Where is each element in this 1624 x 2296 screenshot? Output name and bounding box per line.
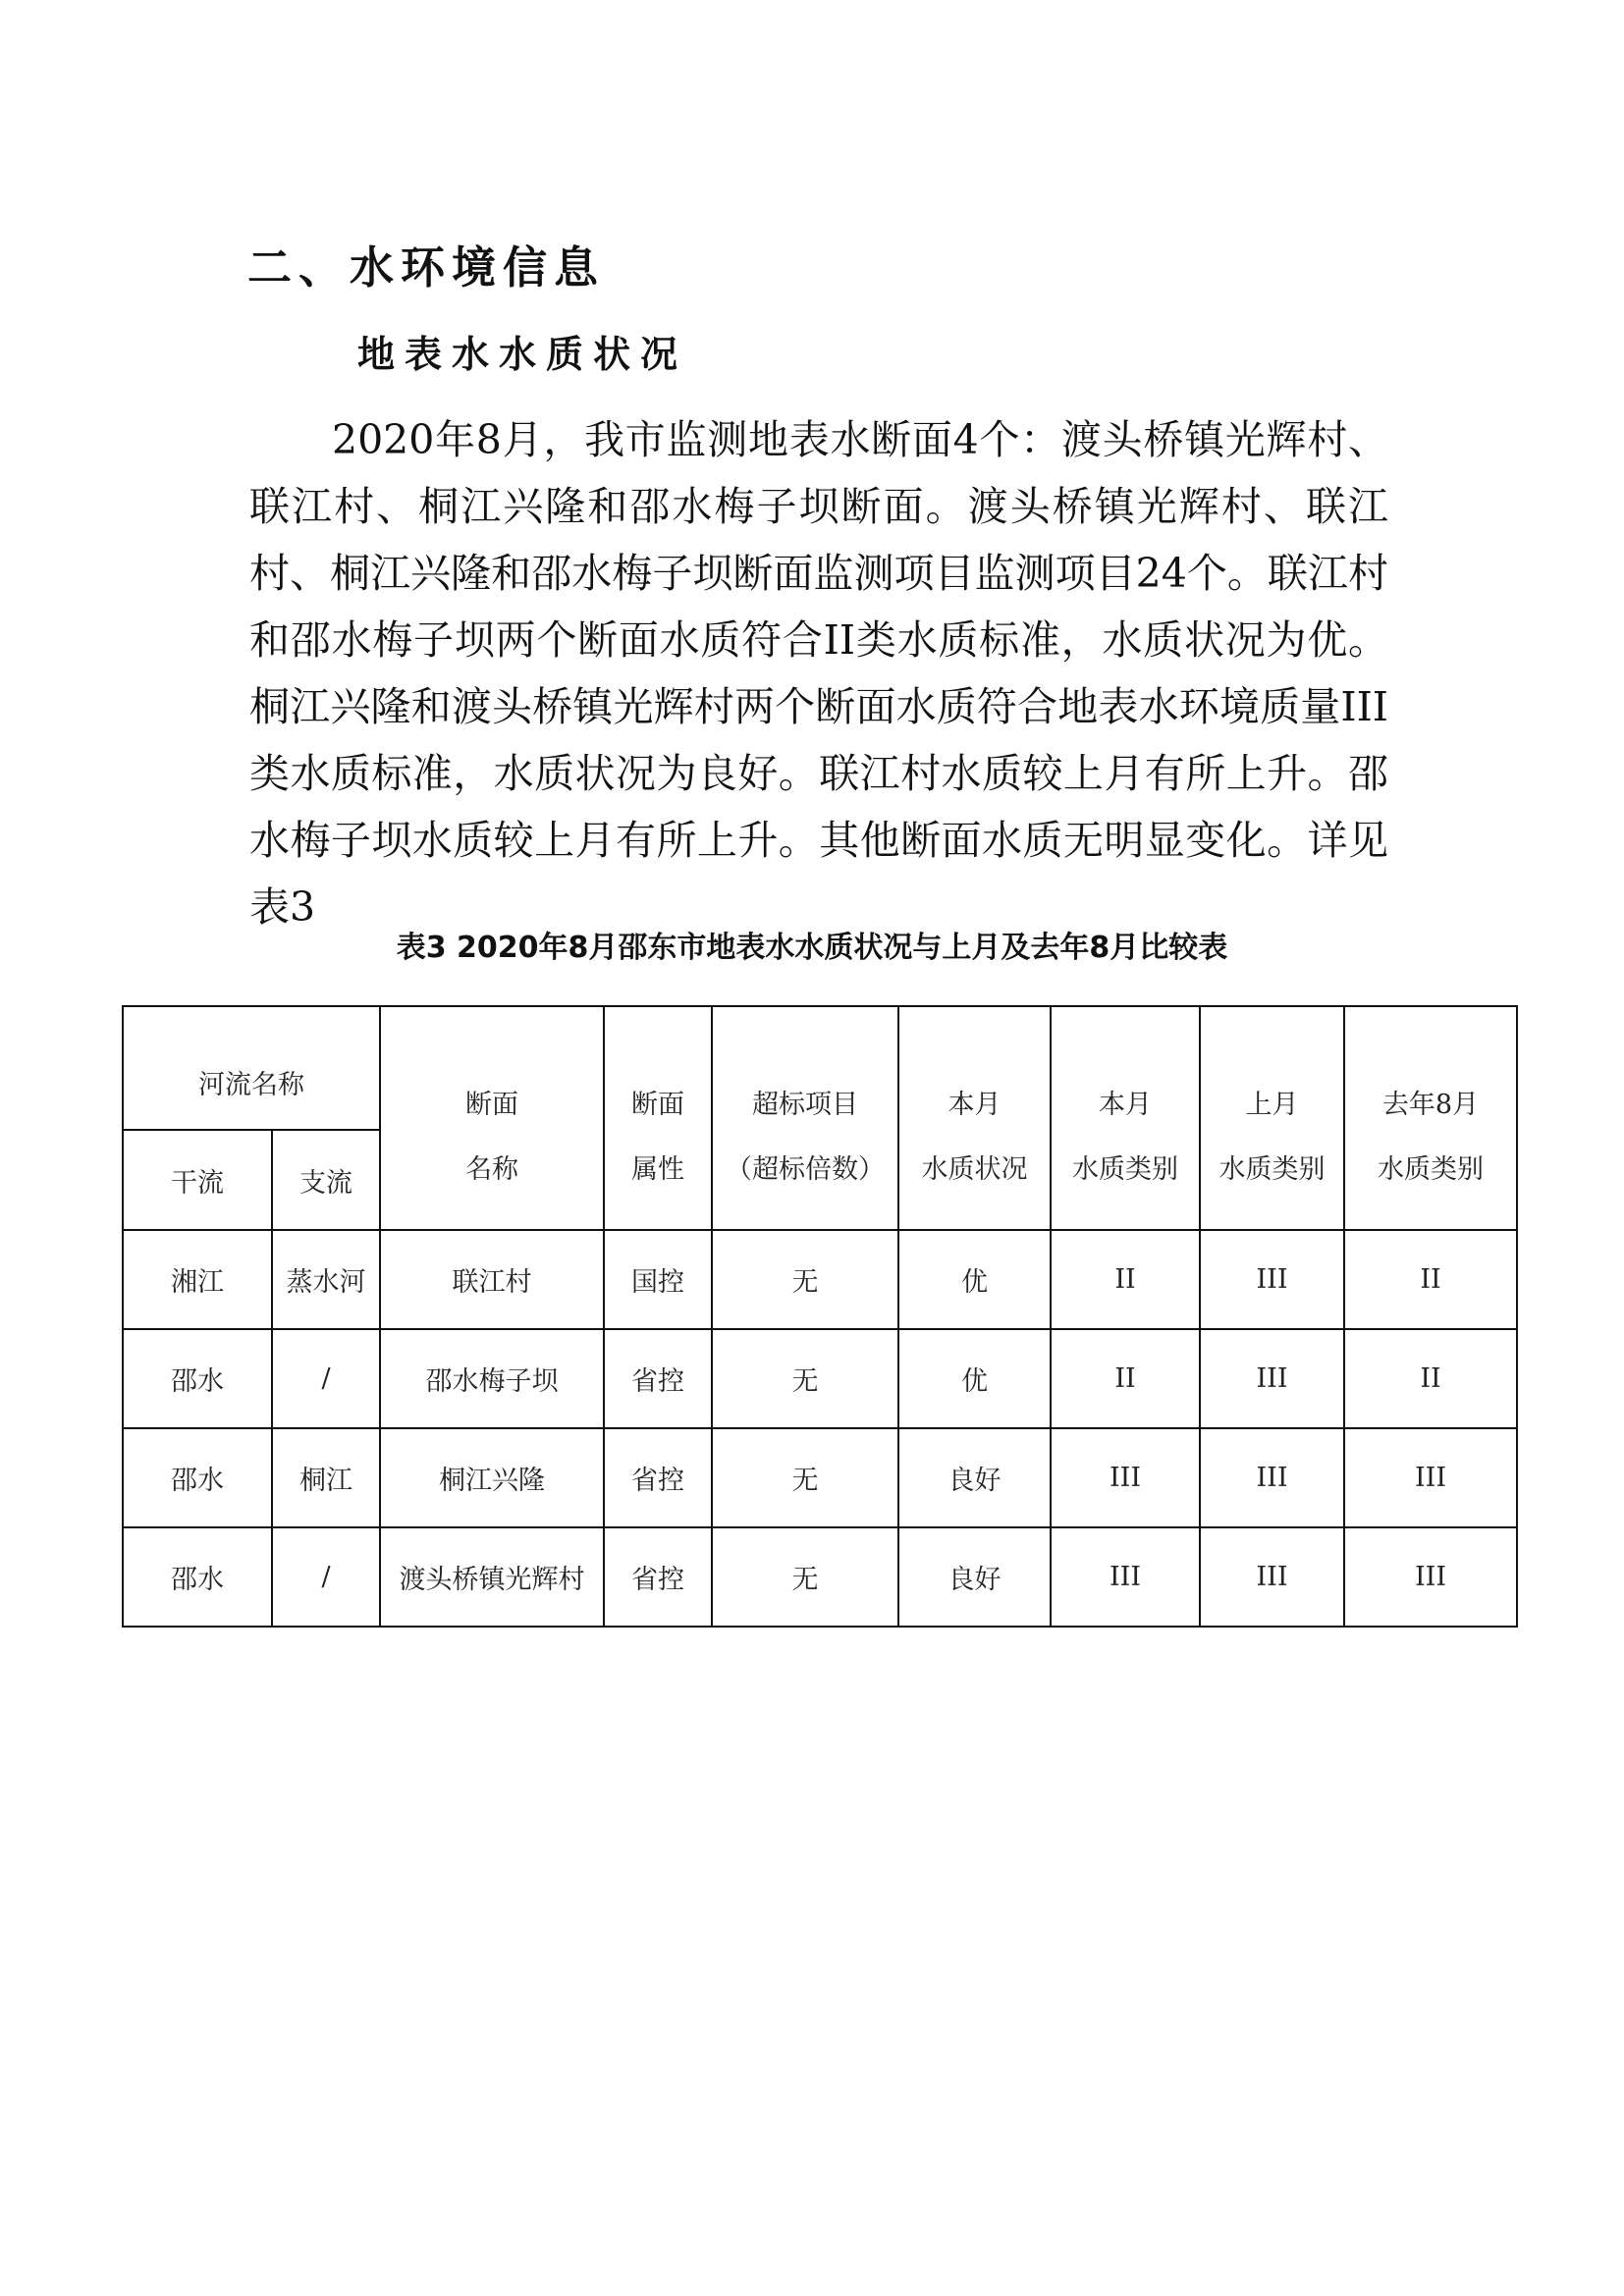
cell-attribute: 省控 [604,1329,712,1428]
header-last-year-class-line1: 去年8月 [1381,1090,1480,1120]
header-section-attribute-line1: 断面 [631,1090,684,1120]
cell-last-year-class: III [1344,1428,1517,1527]
cell-attribute: 省控 [604,1527,712,1627]
header-exceed-items-line1: 超标项目 [752,1090,858,1120]
subheading: 地表水水质状况 [357,332,688,376]
cell-last-year-class: II [1344,1329,1517,1428]
cell-status: 良好 [898,1428,1051,1527]
table-row [123,1230,1517,1329]
header-last-month-class-line1: 上月 [1245,1090,1299,1120]
table-row [123,1527,1517,1627]
cell-main-stream: 邵水 [123,1527,272,1627]
cell-exceed: 无 [712,1230,898,1329]
header-river-name: 河流名称 [123,1006,380,1130]
cell-last-month-class: III [1200,1329,1344,1428]
header-last-year-class [1344,1006,1517,1230]
table-caption: 表3 2020年8月邵东市地表水水质状况与上月及去年8月比较表 [396,931,1228,965]
header-this-month-class-line1: 本月 [1099,1090,1152,1120]
header-last-year-class-line2: 水质类别 [1378,1154,1484,1185]
cell-this-month-class: II [1051,1329,1200,1428]
header-main-stream: 干流 [123,1130,272,1230]
cell-tributary: 桐江 [272,1428,380,1527]
cell-attribute: 省控 [604,1428,712,1527]
header-section-name-line2: 名称 [465,1154,518,1185]
header-last-month-class [1200,1006,1344,1230]
header-this-month-class-line2: 水质类别 [1072,1154,1178,1185]
body-paragraph: 2020年8月，我市监测地表水断面4个：渡头桥镇光辉村、联江村、桐江兴隆和邵水梅子坝断面。渡头桥镇光辉村、联江村、桐江兴隆和邵水梅子坝断面监测项目监测项目24个。联江村和邵水梅子坝两个断面水质符合II类水质标准，水质状况为优。桐江兴隆和渡头桥镇光辉村两个断面水质符合地表水环境质量III类水质标准，水质状况为良好。联江村水质较上月有所上升。邵水梅子坝水质较上月有所上升。其他断面水质无明显变化。详见表3 [249,416,1388,931]
cell-main-stream: 湘江 [123,1230,272,1329]
cell-this-month-class: III [1051,1428,1200,1527]
cell-section-name: 桐江兴隆 [380,1428,604,1527]
cell-last-month-class: III [1200,1428,1344,1527]
header-this-month-status-line2: 水质状况 [921,1154,1028,1185]
cell-status: 优 [898,1329,1051,1428]
cell-tributary: 蒸水河 [272,1230,380,1329]
table-row [123,1329,1517,1428]
cell-this-month-class: II [1051,1230,1200,1329]
cell-main-stream: 邵水 [123,1329,272,1428]
header-this-month-status [898,1006,1051,1230]
header-section-attribute-line2: 属性 [631,1154,684,1185]
cell-status: 优 [898,1230,1051,1329]
header-this-month-status-line1: 本月 [947,1090,1001,1120]
cell-attribute: 国控 [604,1230,712,1329]
cell-section-name: 邵水梅子坝 [380,1329,604,1428]
cell-section-name: 联江村 [380,1230,604,1329]
table-row [123,1428,1517,1527]
cell-last-year-class: III [1344,1527,1517,1627]
header-section-name [380,1006,604,1230]
cell-tributary: / [272,1329,380,1428]
cell-this-month-class: III [1051,1527,1200,1627]
cell-exceed: 无 [712,1329,898,1428]
header-this-month-class [1051,1006,1200,1230]
cell-last-month-class: III [1200,1230,1344,1329]
cell-last-year-class: II [1344,1230,1517,1329]
header-exceed-items [712,1006,898,1230]
cell-exceed: 无 [712,1527,898,1627]
cell-tributary: / [272,1527,380,1627]
cell-last-month-class: III [1200,1527,1344,1627]
header-exceed-items-line2: （超标倍数） [726,1154,885,1185]
cell-exceed: 无 [712,1428,898,1527]
cell-status: 良好 [898,1527,1051,1627]
cell-section-name: 渡头桥镇光辉村 [380,1527,604,1627]
header-last-month-class-line2: 水质类别 [1218,1154,1326,1185]
header-section-attribute [604,1006,712,1230]
section-heading: 二、水环境信息 [247,241,606,294]
cell-main-stream: 邵水 [123,1428,272,1527]
water-quality-table [122,1005,1518,1628]
header-section-name-line1: 断面 [465,1090,518,1120]
header-tributary: 支流 [272,1130,380,1230]
